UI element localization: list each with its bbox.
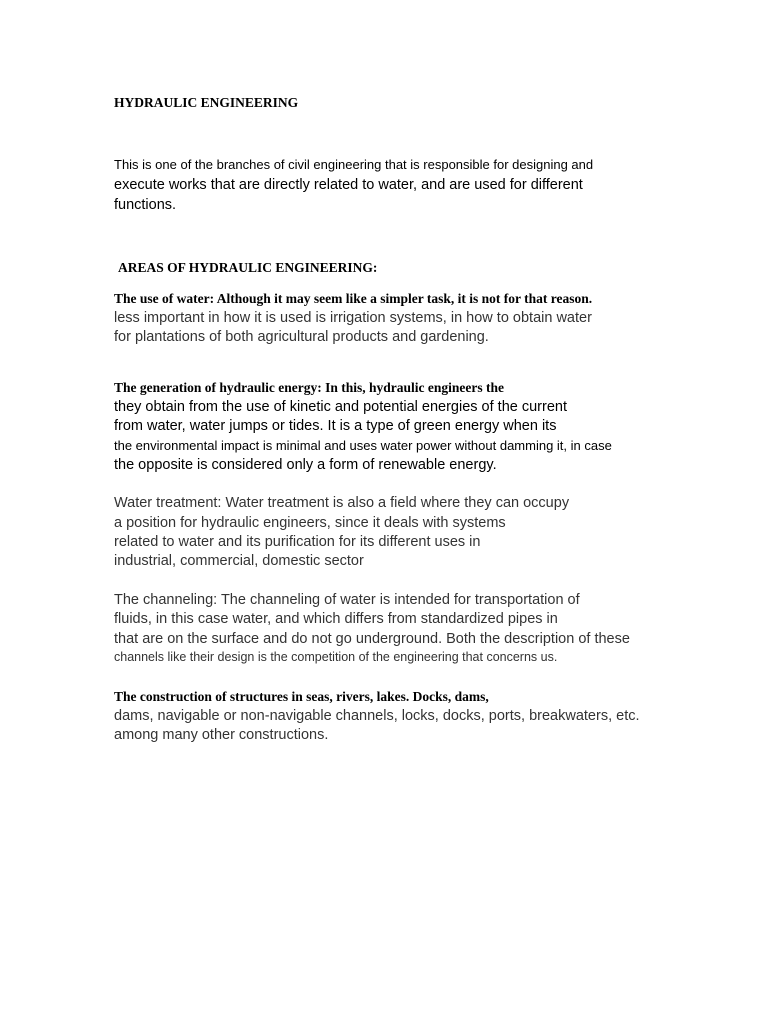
generation-line-1: they obtain from the use of kinetic and potential energies of the current [114,399,567,415]
intro-line-2: execute works that are directly related to water, and are used for different [114,177,583,193]
channeling-line-3: that are on the surface and do not go underground. Both the description of these [114,631,630,647]
intro-line-3: functions. [114,197,177,213]
use-of-water-line-1: less important in how it is used is irrigation systems, in how to obtain water [114,310,592,326]
generation-lead: The generation of hydraulic energy: In this, hydraulic engineers the [114,380,504,395]
construction-line-1: dams, navigable or non-navigable channels, locks, docks, ports, breakwaters, etc. [114,708,640,724]
intro-line-1: This is one of the branches of civil engineering that is responsible for designing and [114,157,594,172]
generation-line-3: the environmental impact is minimal and uses water power without damming it, in case [114,438,612,453]
channeling-line-4: channels like their design is the competition of the engineering that concerns us. [114,650,558,664]
generation-line-4: the opposite is considered only a form of renewable energy. [114,457,497,473]
construction-lead: The construction of structures in seas, rivers, lakes. Docks, dams, [114,689,489,704]
generation-line-2: from water, water jumps or tides. It is a type of green energy when its [114,418,557,434]
treatment-line-3: related to water and its purification for its different uses in [114,534,481,550]
treatment-line-4: industrial, commercial, domestic sector [114,553,364,569]
use-of-water-line-2: for plantations of both agricultural products and gardening. [114,329,489,345]
construction-line-2: among many other constructions. [114,727,329,743]
use-of-water-lead: The use of water: Although it may seem like a simpler task, it is not for that reason. [114,291,593,306]
areas-heading: AREAS OF HYDRAULIC ENGINEERING: [118,260,378,275]
document-title: HYDRAULIC ENGINEERING [114,95,299,110]
channeling-line-1: The channeling: The channeling of water is intended for transportation of [114,592,580,608]
treatment-line-2: a position for hydraulic engineers, since it deals with systems [114,515,506,531]
channeling-line-2: fluids, in this case water, and which differs from standardized pipes in [114,611,558,627]
treatment-line-1: Water treatment: Water treatment is also a field where they can occupy [114,495,570,511]
